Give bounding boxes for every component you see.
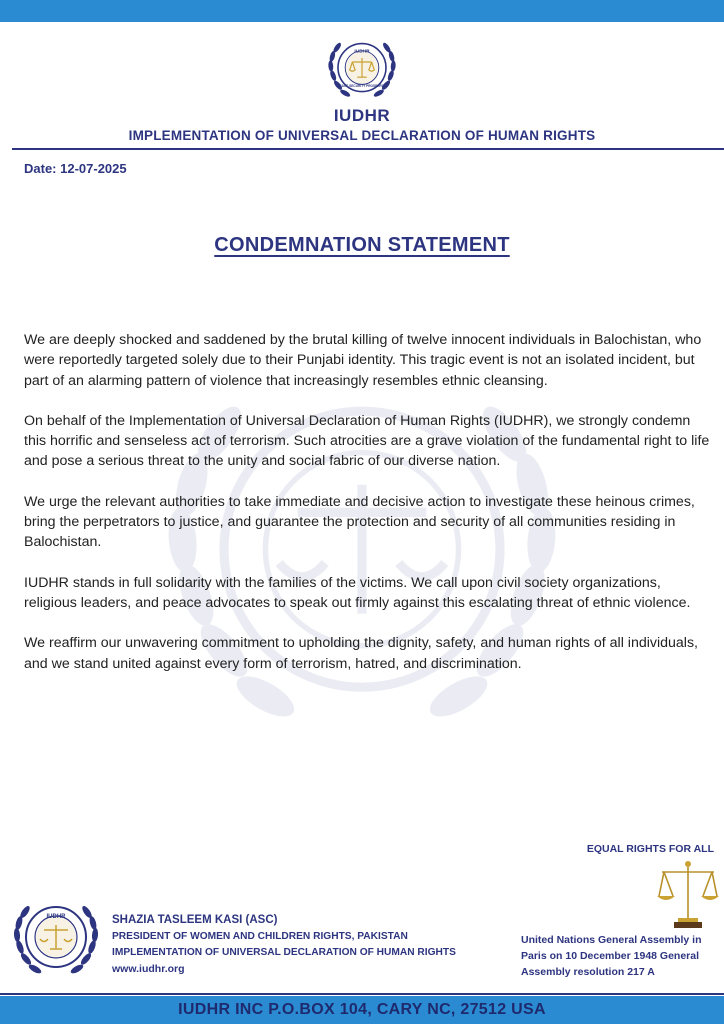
- seal-top-text: IUDHR: [46, 914, 66, 920]
- statement-body: [24, 330, 714, 694]
- header-divider: [12, 148, 724, 150]
- paragraph: IUDHR stands in full solidarity with the families of the victims. We call upon civil society organizations, religious leaders, and peace advocates to speak out firmly against this escalating threat of ethnic violence.: [24, 574, 691, 611]
- logo-ring-text: PEACE SECURITY PROSPERITY: [337, 83, 387, 88]
- un-resolution-note: United Nations General Assembly in Paris on 10 December 1948 General Assembly resolution 217 A: [521, 934, 702, 978]
- document-title: CONDEMNATION STATEMENT: [214, 234, 510, 256]
- org-acronym: IUDHR: [333, 106, 391, 125]
- paragraph: We are deeply shocked and saddened by the brutal killing of twelve innocent individuals in Balochistan, who were reportedly targeted solely due to their Punjabi identity. This tragic event is not an isolated incident, but part of an alarming pattern of violence that increasingly resembles ethnic cleansing.: [24, 332, 702, 389]
- svg-text:IUDHR: IUDHR: [354, 49, 370, 55]
- iudhr-seal-icon: [6, 885, 106, 985]
- iudhr-logo-icon: [322, 26, 402, 106]
- paragraph: On behalf of the Implementation of Universal Declaration of Human Rights (IUDHR), we strongly condemn this horrific and senseless act of terrorism. Such atrocities are a grave violation of the fundamental right to life and pose a serious threat to the unity and social fabric of our diverse nation.: [24, 412, 710, 470]
- signer-role: PRESIDENT OF WOMEN AND CHILDREN RIGHTS, PAKISTAN: [112, 931, 408, 942]
- equal-rights-heading: EQUAL RIGHTS FOR ALL: [586, 843, 714, 855]
- org-full-name: IMPLEMENTATION OF UNIVERSAL DECLARATION OF HUMAN RIGHTS: [128, 128, 596, 143]
- signer-name: SHAZIA TASLEEM KASI (ASC): [112, 914, 278, 926]
- scales-of-justice-icon: [656, 858, 720, 930]
- statement-date: Date: 12-07-2025: [24, 161, 127, 176]
- footer-divider: [0, 993, 724, 995]
- signature-block: [112, 911, 512, 977]
- header-color-bar: [0, 0, 724, 22]
- website-link[interactable]: www.iudhr.org: [112, 963, 185, 975]
- signer-organization: IMPLEMENTATION OF UNIVERSAL DECLARATION OF HUMAN RIGHTS: [112, 947, 456, 958]
- footer-address: IUDHR INC P.O.BOX 104, CARY NC, 27512 USA: [0, 996, 724, 1024]
- paragraph: We reaffirm our unwavering commitment to upholding the dignity, safety, and human rights of all individuals, and we stand united against every form of terrorism, hatred, and discrimination.: [24, 635, 698, 672]
- paragraph: We urge the relevant authorities to take immediate and decisive action to investigate these heinous crimes, bring the perpetrators to justice, and guarantee the protection and security of all communities residing in Balochistan.: [24, 493, 695, 551]
